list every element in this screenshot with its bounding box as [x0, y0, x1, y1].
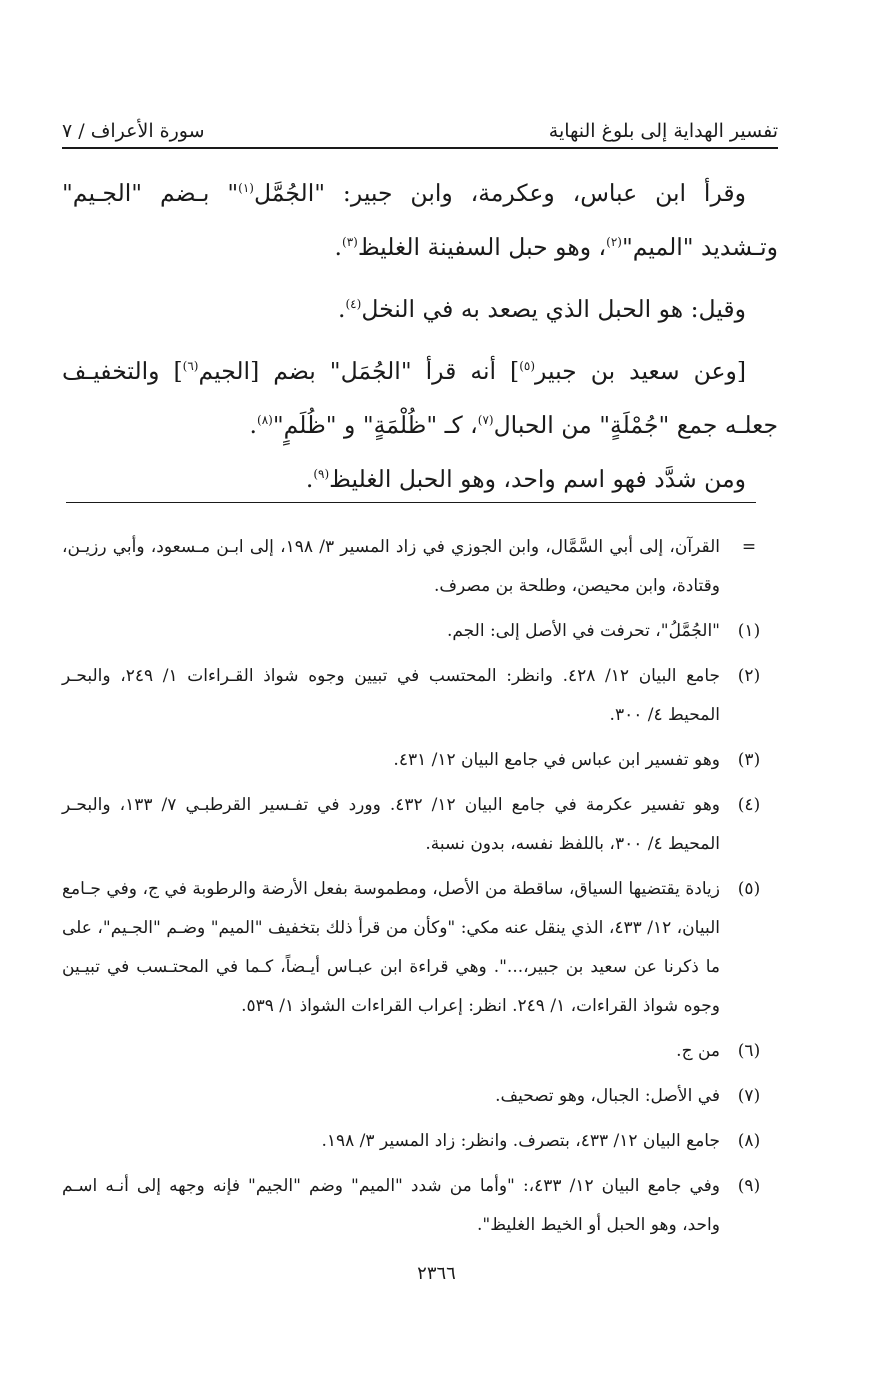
footnote-number: (٣) — [737, 750, 761, 770]
footnote-ref[interactable]: (٣) — [342, 235, 358, 250]
footnote-ref[interactable]: (٨) — [257, 413, 273, 428]
footnote-ref[interactable]: (١) — [238, 181, 254, 196]
paragraph-3 — [62, 344, 778, 452]
running-header — [62, 102, 778, 142]
text-span: . — [249, 411, 258, 439]
footnote-item — [62, 1077, 778, 1116]
footnote-text: وفي جامع البيان ١٢/ ٤٣٣،: "وأما من شدد "الميم" وضم "الجيم" فإنه وجهه إلى أنـه اسـم واحد، وهو الحبل أو الخيط الغليظ". — [62, 1176, 720, 1235]
footnote-number: (٥) — [737, 879, 761, 899]
footnote-number: (١) — [737, 621, 761, 641]
footnote-text: جامع البيان ١٢/ ٤٣٣، بتصرف. وانظر: زاد المسير ٣/ ١٩٨. — [321, 1131, 720, 1151]
text-span: [وعن سعيد بن جبير — [535, 357, 746, 385]
footnote-ref[interactable]: (٥) — [519, 359, 536, 374]
footnotes — [62, 528, 778, 1251]
text-span: . — [305, 465, 314, 493]
text-span: ] والتخفيـف جعلـه جمع "جُمْلَةٍ" من الحبال — [62, 357, 778, 439]
footnote-number: = — [741, 537, 757, 557]
footnote-item — [62, 870, 778, 1026]
footnote-item — [62, 528, 778, 606]
header-rule — [62, 147, 778, 149]
text-span: ، وهو حبل السفينة الغليظ — [357, 233, 607, 261]
paragraph-4 — [62, 452, 778, 506]
footnote-number: (٦) — [737, 1041, 761, 1061]
page-number: ٢٣٦٦ — [417, 1263, 456, 1284]
footnote-separator — [66, 502, 756, 503]
text-span: ] أنه قرأ "الجُمَل" بضم [الجيم — [198, 357, 520, 385]
footnote-text: من ج. — [676, 1041, 720, 1061]
text-span: . — [338, 295, 346, 323]
text-span: " بـضم "الجـيم" وتـشديد "الميم" — [62, 179, 778, 261]
footnote-number: (٧) — [737, 1086, 761, 1106]
footnote-ref[interactable]: (٩) — [313, 467, 330, 482]
footnote-text: وهو تفسير عكرمة في جامع البيان ١٢/ ٤٣٢. وورد في تفـسير القرطبـي ٧/ ١٣٣، والبحـر المحيط ٤/ ٣٠٠، باللفظ نفسه، بدون نسبة. — [62, 795, 721, 854]
footnote-number: (٩) — [737, 1176, 761, 1196]
footnote-ref[interactable]: (٢) — [606, 235, 622, 250]
footnote-item — [62, 1167, 778, 1245]
footnote-text: جامع البيان ١٢/ ٤٢٨. وانظر: المحتسب في تبيين وجوه شواذ القـراءات ١/ ٢٤٩، والبحـر المحيط ٤/ ٣٠٠. — [62, 666, 721, 725]
footnote-ref[interactable]: (٧) — [477, 413, 494, 428]
text-span: وقرأ ابن عباس، وعكرمة، وابن جبير: "الجُمَّل — [253, 179, 746, 207]
footnote-number: (٨) — [737, 1131, 761, 1151]
footnote-ref[interactable]: (٤) — [345, 297, 362, 312]
text-span: وقيل: هو الحبل الذي يصعد به في النخل — [361, 295, 746, 323]
footnote-number: (٤) — [737, 795, 761, 815]
paragraph-1 — [62, 166, 778, 274]
footnote-item — [62, 657, 778, 735]
footnote-text: في الأصل: الجبال، وهو تصحيف. — [495, 1086, 720, 1106]
footnote-number: (٢) — [737, 666, 761, 686]
footnote-text: زيادة يقتضيها السياق، ساقطة من الأصل، ومطموسة بفعل الأرضة والرطوبة في ج، وفي جـامع البيان، ١٢/ ٤٣٣، الذي ينقل عنه مكي: "وكأن من قرأ ذلك بتخفيف "الميم" وضـم "الجـيم"، على ما ذكرنا عن سعيد بن جبير،...". وهي قراءة ابن عبـاس أيـضاً، كـما في المحتـسب في تبيـين وجوه شواذ القراءات، ١/ ٢٤٩. انظر: إعراب القراءات الشواذ ١/ ٥٣٩. — [62, 879, 720, 1016]
footnote-text: القرآن، إلى أبي السَّمَّال، وابن الجوزي في زاد المسير ٣/ ١٩٨، إلى ابـن مـسعود، وأبي رزيـن، وقتادة، وابن محيصن، وطلحة بن مصرف. — [62, 537, 720, 596]
text-span: . — [334, 233, 342, 261]
footnote-text: "الجُمَّلُ"، تحرفت في الأصل إلى: الجم. — [446, 621, 720, 641]
footnote-ref[interactable]: (٦) — [182, 359, 199, 374]
footnote-item — [62, 1032, 778, 1071]
text-span: ، كـ "ظُلْمَةٍ" و "ظُلَمٍ" — [272, 411, 478, 439]
footnote-item — [62, 1122, 778, 1161]
text-span: ومن شدَّد فهو اسم واحد، وهو الحبل الغليظ — [329, 465, 746, 493]
paragraph-2 — [62, 282, 778, 336]
footnote-text: وهو تفسير ابن عباس في جامع البيان ١٢/ ٤٣١. — [393, 750, 720, 770]
surah-label: سورة الأعراف / ٧ — [62, 120, 205, 142]
footnote-item — [62, 612, 778, 651]
main-text — [62, 166, 778, 506]
footnote-item — [62, 786, 778, 864]
book-title: تفسير الهداية إلى بلوغ النهاية — [548, 120, 778, 142]
footnote-item — [62, 741, 778, 780]
